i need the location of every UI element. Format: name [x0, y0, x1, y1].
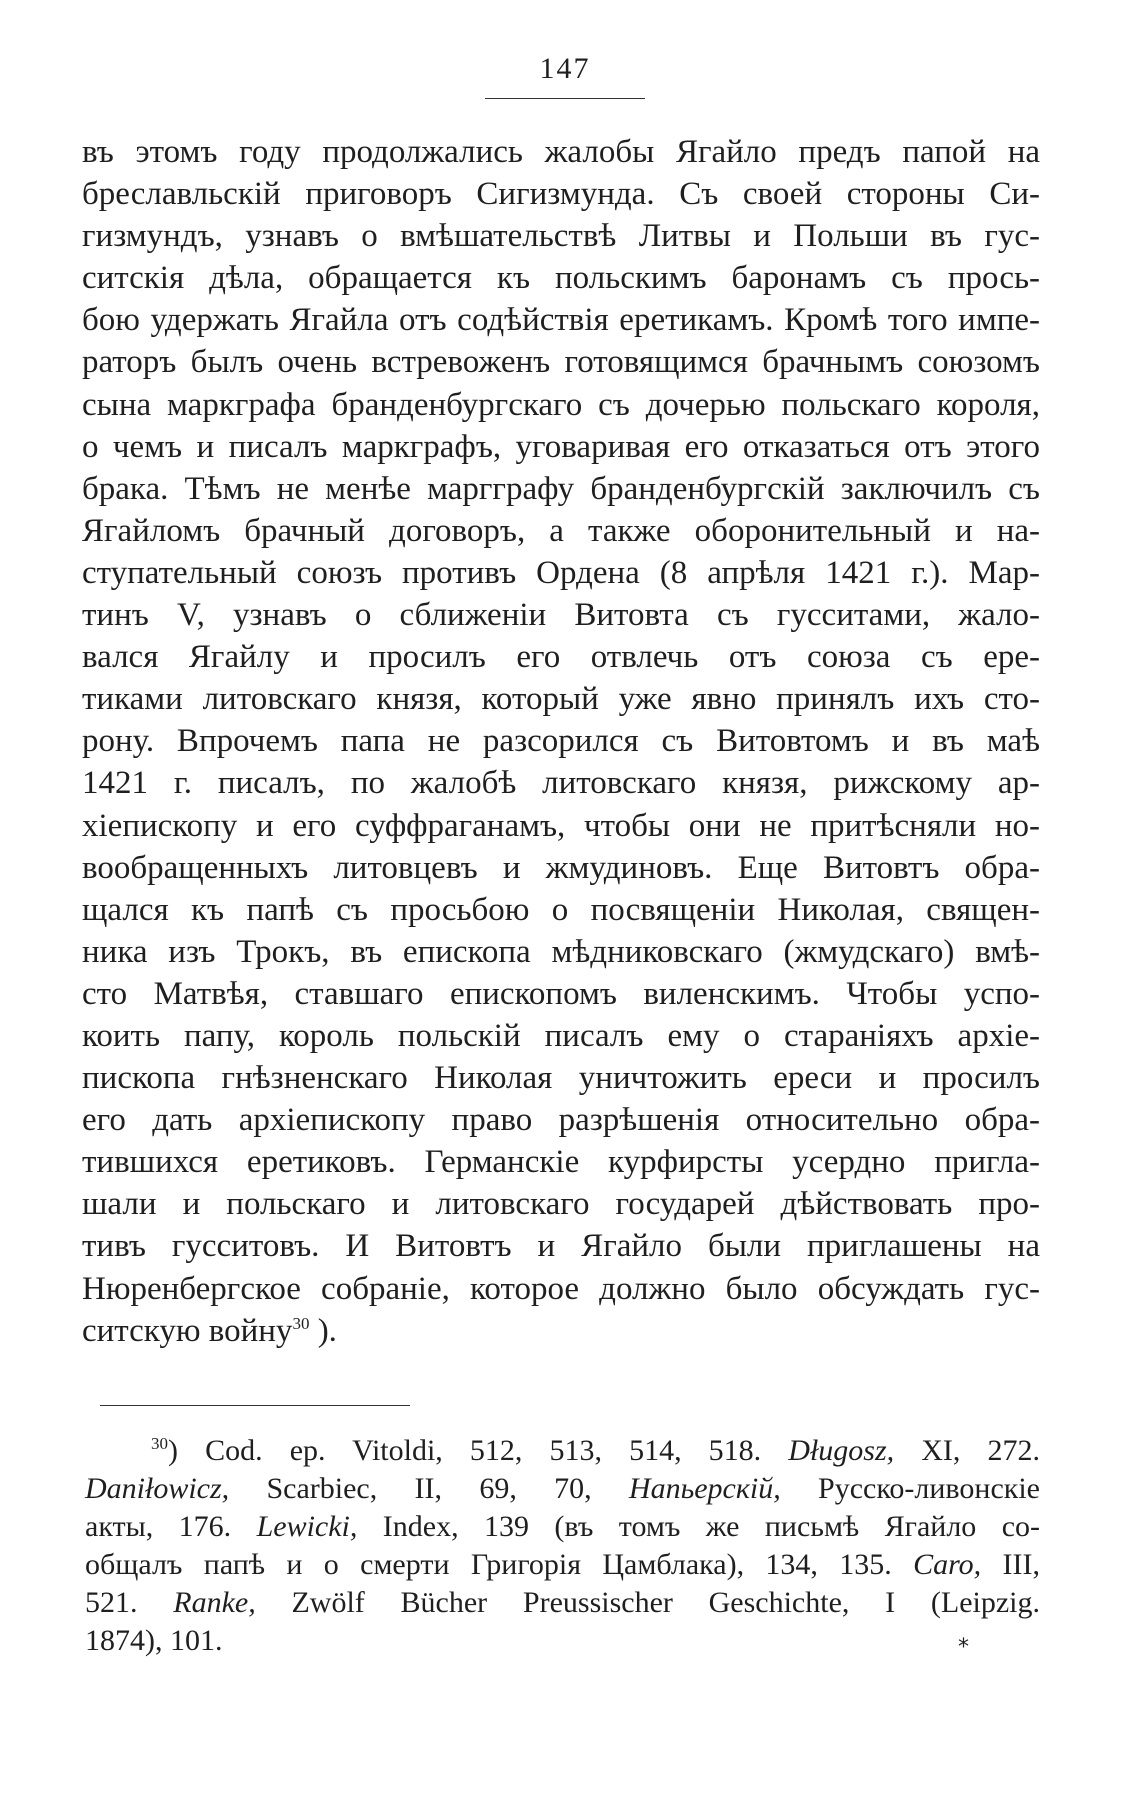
- body-line: тиками литовскаго князя, который уже явно принялъ ихъ сто-: [82, 681, 1040, 718]
- body-line: тинъ V, узнавъ о сближеніи Витовта съ гусситами, жало-: [82, 597, 1040, 634]
- body-line: гизмундъ, узнавъ о вмѣшательствѣ Литвы и Польши въ гус-: [82, 218, 1040, 255]
- body-line: сына маркграфа бранденбургскаго съ дочерью польскаго короля,: [82, 386, 1040, 423]
- footnote-reference[interactable]: 30: [292, 1313, 310, 1333]
- footnote-author: Długosz,: [788, 1434, 895, 1467]
- body-line: бреславльскій приговоръ Сигизмунда. Съ своей стороны Си-: [82, 176, 1040, 213]
- body-line: о чемъ и писалъ маркграфъ, уговаривая его отказаться отъ этого: [82, 428, 1040, 465]
- body-line: вообращенныхъ литовцевъ и жмудиновъ. Еще Витовтъ обра-: [82, 849, 1040, 886]
- footnote-text: Cod. ep. Vitoldi, 512, 513, 514, 518.: [205, 1434, 762, 1467]
- body-line: ситскія дѣла, обращается къ польскимъ баронамъ съ прось-: [82, 260, 1040, 297]
- body-line: раторъ былъ очень встревоженъ готовящимся брачнымъ союзомъ: [82, 344, 1040, 381]
- footnote-30: [85, 1432, 1040, 1660]
- footnote-text: III,: [1002, 1548, 1041, 1581]
- footnote-label: 30: [151, 1434, 168, 1453]
- footnote-text: Scarbiec, II, 69, 70,: [266, 1472, 592, 1505]
- footnote-author: Напьерскій,: [628, 1472, 781, 1505]
- body-line: вался Ягайлу и просилъ его отвлечь отъ союза съ ере-: [82, 639, 1040, 676]
- signature-mark: *: [958, 1635, 969, 1660]
- body-line: ника изъ Трокъ, въ епископа мѣдниковскаго (жмудскаго) вмѣ-: [82, 933, 1040, 970]
- body-line: ступательный союзъ противъ Ордена (8 апрѣля 1421 г.). Мар-: [82, 554, 1040, 591]
- footnote-text: Zwölf Bücher Preussischer Geschichte, I (Leipzig.: [291, 1586, 1041, 1619]
- footnote-text: Русско-ливонскіе: [818, 1472, 1040, 1505]
- body-line: рону. Впрочемъ папа не разсорился съ Витовтомъ и въ маѣ: [82, 723, 1040, 760]
- footnote-author: Lewicki,: [256, 1510, 358, 1543]
- footnote-label-close: ): [168, 1434, 178, 1467]
- footnote-text: 521.: [85, 1586, 138, 1619]
- footnote-line: [85, 1432, 1040, 1470]
- footnote-line: [85, 1508, 1040, 1546]
- footnote-author: Ranke,: [173, 1586, 256, 1619]
- body-line: тившихся еретиковъ. Германскіе курфирсты усердно пригла-: [82, 1144, 1040, 1181]
- body-last-text: ситскую войну: [82, 1312, 293, 1349]
- body-line-last: [82, 1310, 1040, 1352]
- footnote-line: [85, 1546, 1040, 1584]
- body-line: щался къ папѣ съ просьбою о посвященіи Николая, священ-: [82, 891, 1040, 928]
- footnote-author: Daniłowicz,: [85, 1472, 230, 1505]
- body-line: сто Матвѣя, ставшаго епископомъ виленскимъ. Чтобы успо-: [82, 975, 1040, 1012]
- footnote-author: Caro,: [913, 1548, 982, 1581]
- body-line: 1421 г. писалъ, по жалобѣ литовскаго князя, рижскому ар-: [82, 765, 1040, 802]
- footnote-text: Index, 139 (въ томъ же письмѣ Ягайло со-: [382, 1510, 1040, 1543]
- body-line: бою удержать Ягайла отъ содѣйствія еретикамъ. Кромѣ того импе-: [82, 302, 1040, 339]
- footnote-text: акты, 176.: [85, 1510, 232, 1543]
- footnote-line: [85, 1584, 1040, 1622]
- body-line: Нюренбергское собраніе, которое должно было обсуждать гус-: [82, 1270, 1040, 1307]
- footnote-line: 1874), 101.: [85, 1624, 223, 1657]
- body-line: пископа гнѣзненскаго Николая уничтожить ереси и просилъ: [82, 1060, 1040, 1097]
- body-line: его дать архіепископу право разрѣшенія относительно обра-: [82, 1102, 1040, 1139]
- page-number: 147: [539, 52, 591, 85]
- body-line: коить папу, король польскій писалъ ему о стараніяхъ архіе-: [82, 1017, 1040, 1054]
- body-line: въ этомъ году продолжались жалобы Ягайло предъ папой на: [82, 134, 1040, 170]
- body-last-close-text: ).: [317, 1312, 337, 1349]
- body-text: [82, 131, 1040, 1352]
- body-last-close: [309, 1313, 317, 1349]
- footnote-text: общалъ папѣ и о смерти Григорія Цамблака), 134, 135.: [85, 1548, 892, 1581]
- body-line: брака. Тѣмъ не менѣе маргграфу бранденбургскій заключилъ съ: [82, 470, 1040, 507]
- body-line: хіепископу и его суффраганамъ, чтобы они не притѣсняли но-: [82, 807, 1040, 844]
- body-line: тивъ гусситовъ. И Витовтъ и Ягайло были приглашены на: [82, 1228, 1040, 1265]
- footnote-line: [85, 1470, 1040, 1508]
- footnote-rule: [100, 1405, 410, 1406]
- body-line: Ягайломъ брачный договоръ, а также оборонительный и на-: [82, 512, 1040, 549]
- page-number-rule: [485, 98, 645, 99]
- footnote-text: XI, 272.: [921, 1434, 1041, 1467]
- body-line: шали и польскаго и литовскаго государей дѣйствовать про-: [82, 1186, 1040, 1223]
